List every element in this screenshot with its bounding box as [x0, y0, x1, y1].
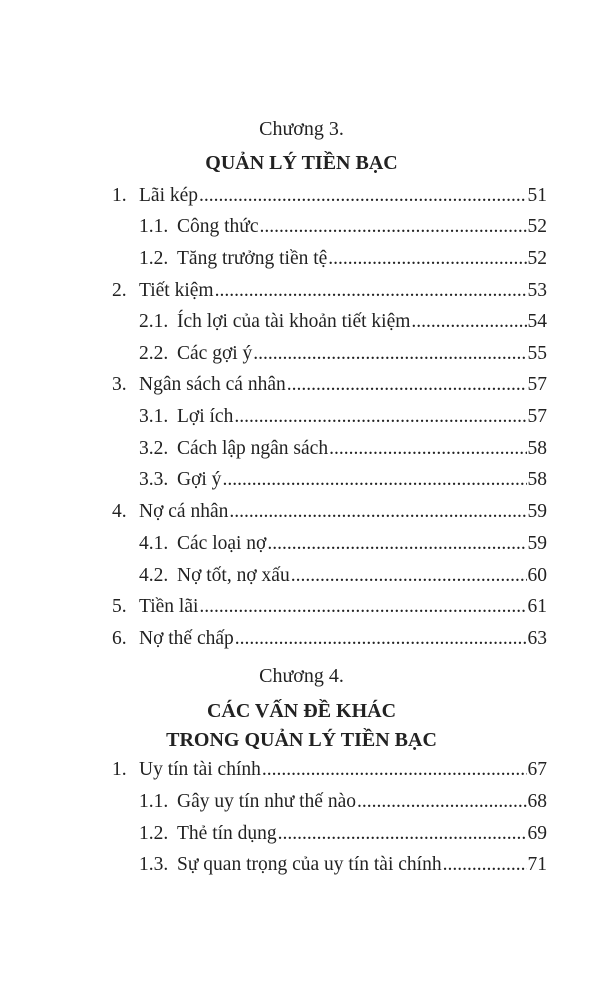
toc-entry-number: 1. — [112, 185, 127, 206]
chapter-3-title: QUẢN LÝ TIỀN BẠC — [205, 152, 398, 174]
toc-entry-number: 3.2. — [139, 438, 169, 459]
dot-leader — [199, 594, 526, 620]
dot-leader — [357, 789, 527, 815]
toc-entry-page: 59 — [527, 533, 547, 554]
dot-leader — [291, 563, 527, 589]
toc-entry-title: Nợ thế chấp — [139, 628, 234, 649]
toc-entry-title: Các loại nợ — [177, 533, 267, 554]
dot-leader — [262, 757, 527, 783]
dot-leader — [253, 341, 526, 367]
toc-entry-title: Nợ tốt, nợ xấu — [177, 565, 290, 586]
toc-entry-page: 54 — [527, 311, 547, 332]
dot-leader — [215, 278, 527, 304]
toc-entry-2[interactable] — [112, 278, 547, 304]
toc-entry-title: Tiền lãi — [139, 596, 199, 617]
toc-entry-ch4-1-3[interactable] — [139, 852, 547, 878]
toc-entry-title: Công thức — [177, 216, 259, 237]
toc-entry-page: 55 — [527, 343, 547, 364]
toc-entry-number: 6. — [112, 628, 127, 649]
chapter-4-title-line-2: TRONG QUẢN LÝ TIỀN BẠC — [166, 729, 437, 751]
toc-entry-title: Gây uy tín như thế nào — [177, 791, 356, 812]
toc-entry-2-1[interactable] — [139, 309, 547, 335]
toc-entry-title: Các gợi ý — [177, 343, 253, 364]
dot-leader — [234, 404, 526, 430]
toc-entry-title: Lợi ích — [177, 406, 234, 427]
toc-entry-title: Cách lập ngân sách — [177, 438, 329, 459]
toc-entry-6[interactable] — [112, 626, 547, 652]
dot-leader — [329, 436, 526, 462]
toc-entry-page: 68 — [527, 791, 547, 812]
chapter-4-label: Chương 4. — [259, 665, 344, 687]
toc-entry-number: 1.2. — [139, 248, 169, 269]
toc-entry-number: 3. — [112, 374, 127, 395]
dot-leader — [235, 626, 527, 652]
chapter-3-label: Chương 3. — [259, 118, 344, 140]
toc-entry-title: Tăng trưởng tiền tệ — [177, 248, 328, 269]
toc-entry-page: 58 — [527, 438, 547, 459]
toc-entry-page: 71 — [527, 854, 547, 875]
dot-leader — [199, 183, 526, 209]
dot-leader — [411, 309, 526, 335]
toc-entry-number: 3.3. — [139, 469, 169, 490]
toc-entry-1-1[interactable] — [139, 214, 547, 240]
toc-entry-page: 52 — [527, 248, 547, 269]
toc-entry-3-2[interactable] — [139, 436, 547, 462]
toc-entry-number: 3.1. — [139, 406, 169, 427]
dot-leader — [328, 246, 526, 272]
toc-entry-5[interactable] — [112, 594, 547, 620]
toc-entry-number: 1.1. — [139, 216, 169, 237]
toc-entry-number: 2.2. — [139, 343, 169, 364]
toc-entry-3-1[interactable] — [139, 404, 547, 430]
toc-entry-title: Sự quan trọng của uy tín tài chính — [177, 854, 442, 875]
toc-entry-page: 57 — [527, 374, 547, 395]
toc-entry-4[interactable] — [112, 499, 547, 525]
toc-entry-page: 58 — [527, 469, 547, 490]
toc-entry-ch4-1[interactable] — [112, 757, 547, 783]
toc-entry-page: 52 — [527, 216, 547, 237]
toc-entry-title: Lãi kép — [139, 185, 199, 206]
toc-entry-1[interactable] — [112, 183, 547, 209]
dot-leader — [267, 531, 526, 557]
toc-entry-page: 59 — [527, 501, 547, 522]
dot-leader — [260, 214, 527, 240]
toc-entry-page: 57 — [527, 406, 547, 427]
toc-entry-number: 1.3. — [139, 854, 169, 875]
dot-leader — [278, 821, 527, 847]
dot-leader — [443, 852, 527, 878]
toc-entry-title: Gợi ý — [177, 469, 222, 490]
toc-entry-title: Thẻ tín dụng — [177, 823, 277, 844]
dot-leader — [222, 467, 526, 493]
chapter-4-title-line-1: CÁC VẤN ĐỀ KHÁC — [206, 700, 397, 722]
toc-entry-number: 2. — [112, 280, 127, 301]
toc-entry-4-2[interactable] — [139, 563, 547, 589]
toc-entry-number: 5. — [112, 596, 127, 617]
toc-entry-ch4-1-2[interactable] — [139, 821, 547, 847]
toc-entry-page: 51 — [527, 185, 547, 206]
toc-entry-title: Uy tín tài chính — [139, 759, 261, 780]
dot-leader — [229, 499, 526, 525]
toc-entry-page: 53 — [527, 280, 547, 301]
toc-entry-4-1[interactable] — [139, 531, 547, 557]
toc-entry-3[interactable] — [112, 372, 547, 398]
toc-entry-number: 1. — [112, 759, 127, 780]
toc-entry-1-2[interactable] — [139, 246, 547, 272]
toc-entry-page: 69 — [527, 823, 547, 844]
toc-entry-page: 63 — [527, 628, 547, 649]
toc-entry-number: 2.1. — [139, 311, 169, 332]
toc-entry-number: 4. — [112, 501, 127, 522]
toc-entry-2-2[interactable] — [139, 341, 547, 367]
toc-entry-title: Nợ cá nhân — [139, 501, 229, 522]
toc-entry-title: Ngân sách cá nhân — [139, 374, 286, 395]
toc-entry-3-3[interactable] — [139, 467, 547, 493]
toc-entry-number: 4.2. — [139, 565, 169, 586]
toc-entry-ch4-1-1[interactable] — [139, 789, 547, 815]
toc-entry-page: 67 — [527, 759, 547, 780]
toc-entry-page: 60 — [527, 565, 547, 586]
toc-entry-title: Tiết kiệm — [139, 280, 214, 301]
toc-entry-page: 61 — [527, 596, 547, 617]
toc-entry-title: Ích lợi của tài khoản tiết kiệm — [177, 311, 411, 332]
dot-leader — [287, 372, 527, 398]
toc-entry-number: 1.1. — [139, 791, 169, 812]
toc-entry-number: 4.1. — [139, 533, 169, 554]
toc-entry-number: 1.2. — [139, 823, 169, 844]
